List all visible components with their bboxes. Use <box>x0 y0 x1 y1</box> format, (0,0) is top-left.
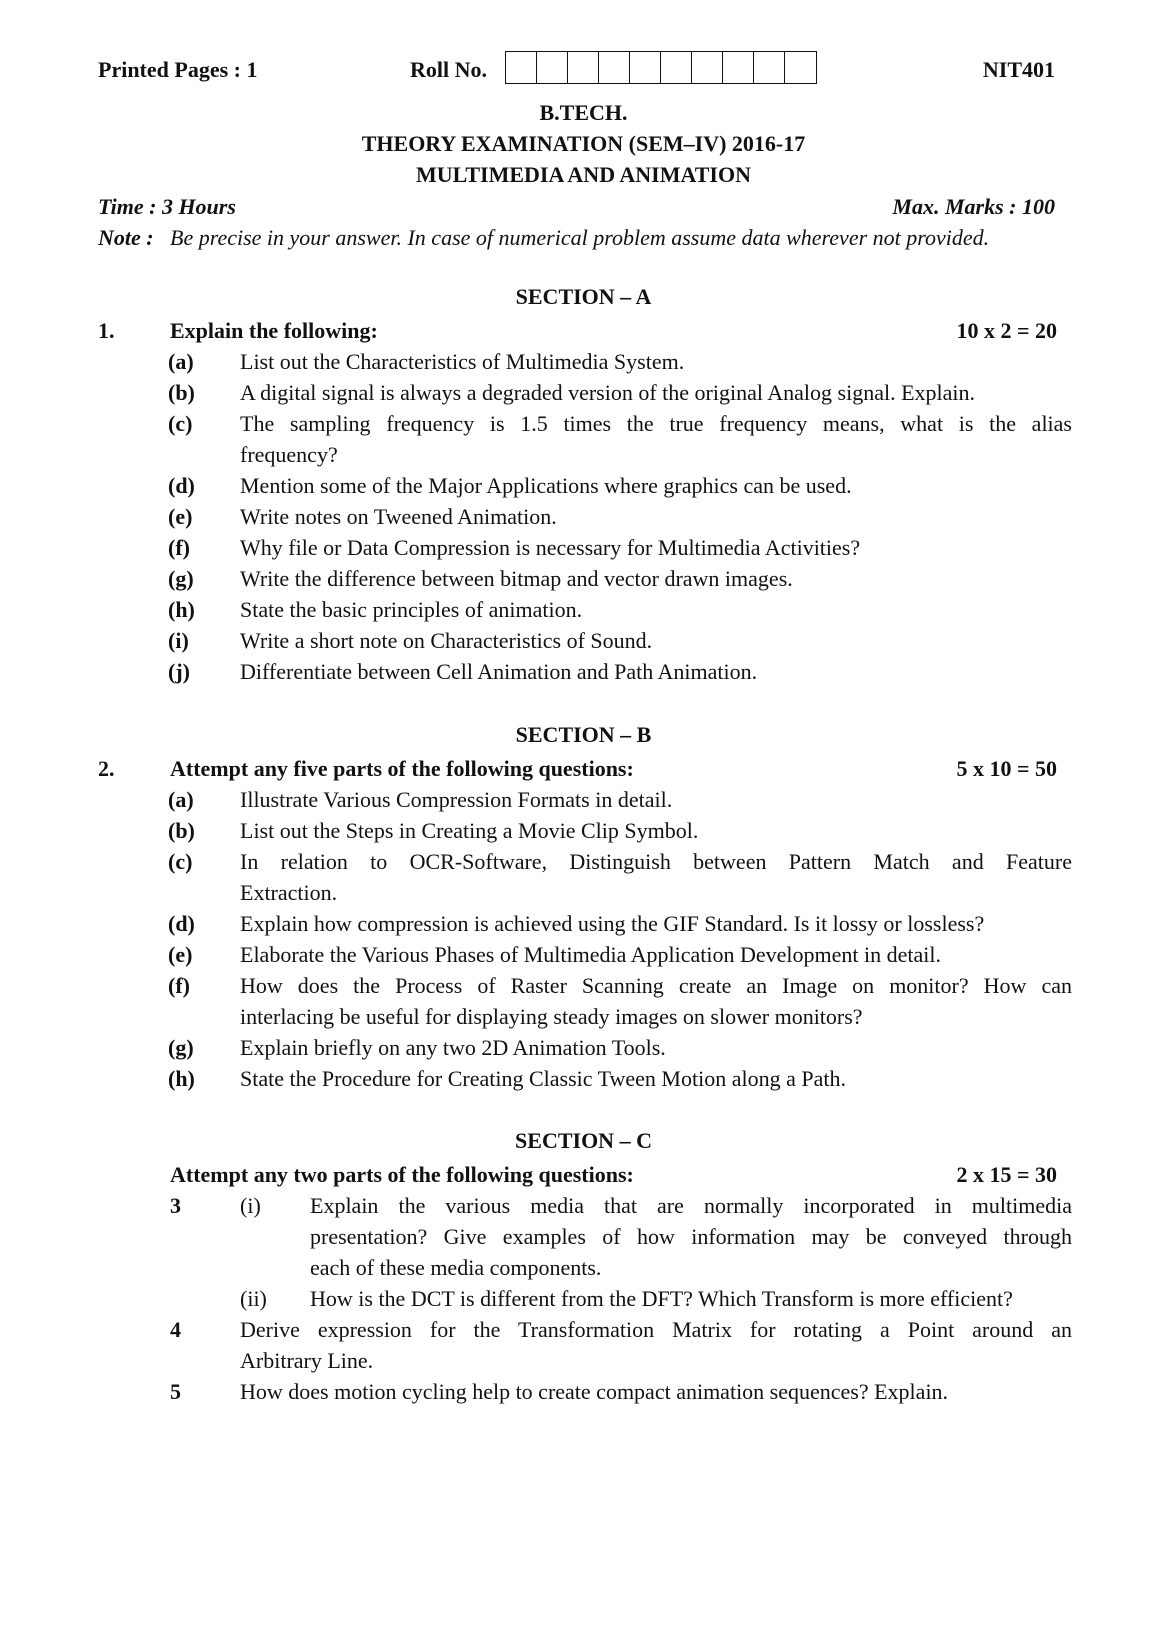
list-item <box>0 939 1167 970</box>
item-label: (e) <box>168 942 193 967</box>
roll-no-box[interactable] <box>661 52 692 83</box>
list-item <box>0 470 1167 501</box>
section-b-marks: 5 x 10 = 50 <box>956 756 1057 781</box>
question-4 <box>0 1314 1167 1345</box>
list-item <box>0 346 1167 377</box>
section-b-instruction-row <box>0 753 1167 784</box>
item-label: (f) <box>168 973 190 998</box>
list-item <box>0 594 1167 625</box>
item-label: (g) <box>168 566 194 591</box>
question-3-continuation <box>0 1221 1167 1252</box>
roll-no-box[interactable] <box>537 52 568 83</box>
item-label: (f) <box>168 535 190 560</box>
roll-no-box[interactable] <box>754 52 785 83</box>
roll-no-box[interactable] <box>692 52 723 83</box>
question-text: How does motion cycling help to create compact animation sequences? Explain. <box>240 1379 949 1404</box>
roll-no-box[interactable] <box>630 52 661 83</box>
note-text: Be precise in your answer. In case of numerical problem assume data wherever not provided. <box>170 225 990 250</box>
section-c-marks: 2 x 15 = 30 <box>956 1162 1057 1187</box>
section-a-marks: 10 x 2 = 20 <box>956 318 1057 343</box>
section-c-heading: SECTION – C <box>515 1128 652 1153</box>
item-text: State the Procedure for Creating Classic Tween Motion along a Path. <box>240 1066 846 1091</box>
subpart-text: each of these media components. <box>310 1255 602 1280</box>
subpart-text: presentation? Give examples of how information may be conveyed through <box>310 1224 1072 1249</box>
item-text: Write a short note on Characteristics of Sound. <box>240 628 653 653</box>
item-text-continuation: frequency? <box>240 442 338 467</box>
item-text: A digital signal is always a degraded version of the original Analog signal. Explain. <box>240 380 976 405</box>
item-label: (a) <box>168 787 194 812</box>
paper-code: NIT401 <box>982 57 1055 82</box>
roll-no-box[interactable] <box>723 52 754 83</box>
item-label: (g) <box>168 1035 194 1060</box>
list-item <box>0 501 1167 532</box>
item-label: (a) <box>168 349 194 374</box>
question-text: Arbitrary Line. <box>240 1348 374 1373</box>
item-label: (h) <box>168 597 195 622</box>
subpart-label: (ii) <box>240 1286 267 1311</box>
roll-no-boxes <box>505 51 817 84</box>
item-text: Write notes on Tweened Animation. <box>240 504 557 529</box>
printed-pages: Printed Pages : 1 <box>98 57 258 82</box>
item-text: List out the Characteristics of Multimedia System. <box>240 349 685 374</box>
question-5 <box>0 1376 1167 1407</box>
subpart-text: Explain the various media that are normally incorporated in multimedia <box>310 1193 1072 1218</box>
question-number: 3 <box>170 1193 181 1218</box>
item-text: In relation to OCR-Software, Distinguish between Pattern Match and Feature <box>240 849 1072 874</box>
question-4-continuation <box>0 1345 1167 1376</box>
item-label: (b) <box>168 380 195 405</box>
item-text: Differentiate between Cell Animation and Path Animation. <box>240 659 758 684</box>
max-marks: Max. Marks : 100 <box>892 194 1055 219</box>
list-item-continuation <box>0 877 1167 908</box>
section-b-instruction: Attempt any five parts of the following questions: <box>170 756 634 781</box>
item-text-continuation: interlacing be useful for displaying steady images on slower monitors? <box>240 1004 863 1029</box>
list-item <box>0 1032 1167 1063</box>
note-label: Note : <box>98 225 154 250</box>
item-text: How does the Process of Raster Scanning create an Image on monitor? How can <box>240 973 1072 998</box>
item-label: (e) <box>168 504 193 529</box>
list-item <box>0 846 1167 877</box>
list-item <box>0 970 1167 1001</box>
item-text: Elaborate the Various Phases of Multimedia Application Development in detail. <box>240 942 941 967</box>
question-3-part-ii <box>0 1283 1167 1314</box>
list-item <box>0 1063 1167 1094</box>
section-c-instruction-row <box>0 1159 1167 1190</box>
question-number: 5 <box>170 1379 181 1404</box>
list-item <box>0 908 1167 939</box>
subpart-text: How is the DCT is different from the DFT? Which Transform is more efficient? <box>310 1286 1013 1311</box>
section-a-instruction: Explain the following: <box>170 318 378 343</box>
question-number: 2. <box>98 756 115 781</box>
question-3-continuation <box>0 1252 1167 1283</box>
section-a-instruction-row <box>0 315 1167 346</box>
list-item <box>0 408 1167 439</box>
roll-no-box[interactable] <box>568 52 599 83</box>
item-label: (i) <box>168 628 189 653</box>
subpart-label: (i) <box>240 1193 261 1218</box>
item-text: Why file or Data Compression is necessary for Multimedia Activities? <box>240 535 861 560</box>
exam-title: THEORY EXAMINATION (SEM–IV) 2016-17 <box>361 131 806 156</box>
list-item <box>0 815 1167 846</box>
exam-time: Time : 3 Hours <box>98 194 236 219</box>
roll-no-box[interactable] <box>506 52 537 83</box>
item-text: Write the difference between bitmap and vector drawn images. <box>240 566 793 591</box>
item-label: (c) <box>168 849 193 874</box>
item-text-continuation: Extraction. <box>240 880 338 905</box>
question-3 <box>0 1190 1167 1221</box>
question-text: Derive expression for the Transformation Matrix for rotating a Point around an <box>240 1317 1072 1342</box>
list-item <box>0 377 1167 408</box>
list-item <box>0 656 1167 687</box>
item-label: (c) <box>168 411 193 436</box>
item-text: Mention some of the Major Applications where graphics can be used. <box>240 473 852 498</box>
question-number: 4 <box>170 1317 181 1342</box>
item-label: (b) <box>168 818 195 843</box>
list-item <box>0 563 1167 594</box>
degree-title: B.TECH. <box>539 100 628 125</box>
section-b-heading: SECTION – B <box>515 722 652 747</box>
section-a-heading: SECTION – A <box>515 284 652 309</box>
item-label: (d) <box>168 911 195 936</box>
list-item-continuation <box>0 1001 1167 1032</box>
list-item <box>0 784 1167 815</box>
item-label: (d) <box>168 473 195 498</box>
item-text: Explain briefly on any two 2D Animation Tools. <box>240 1035 666 1060</box>
roll-no-label: Roll No. <box>410 57 487 82</box>
list-item-continuation <box>0 439 1167 470</box>
item-text: State the basic principles of animation. <box>240 597 583 622</box>
section-c-instruction: Attempt any two parts of the following questions: <box>170 1162 634 1187</box>
item-text: Illustrate Various Compression Formats in detail. <box>240 787 673 812</box>
question-number: 1. <box>98 318 115 343</box>
list-item <box>0 532 1167 563</box>
list-item <box>0 625 1167 656</box>
item-text: Explain how compression is achieved using the GIF Standard. Is it lossy or lossless? <box>240 911 985 936</box>
item-text: The sampling frequency is 1.5 times the true frequency means, what is the alias <box>240 411 1072 436</box>
item-text: List out the Steps in Creating a Movie Clip Symbol. <box>240 818 699 843</box>
roll-no-box[interactable] <box>599 52 630 83</box>
subject-title: MULTIMEDIA AND ANIMATION <box>416 162 751 187</box>
item-label: (h) <box>168 1066 195 1091</box>
item-label: (j) <box>168 659 190 684</box>
roll-no-box[interactable] <box>785 52 816 83</box>
